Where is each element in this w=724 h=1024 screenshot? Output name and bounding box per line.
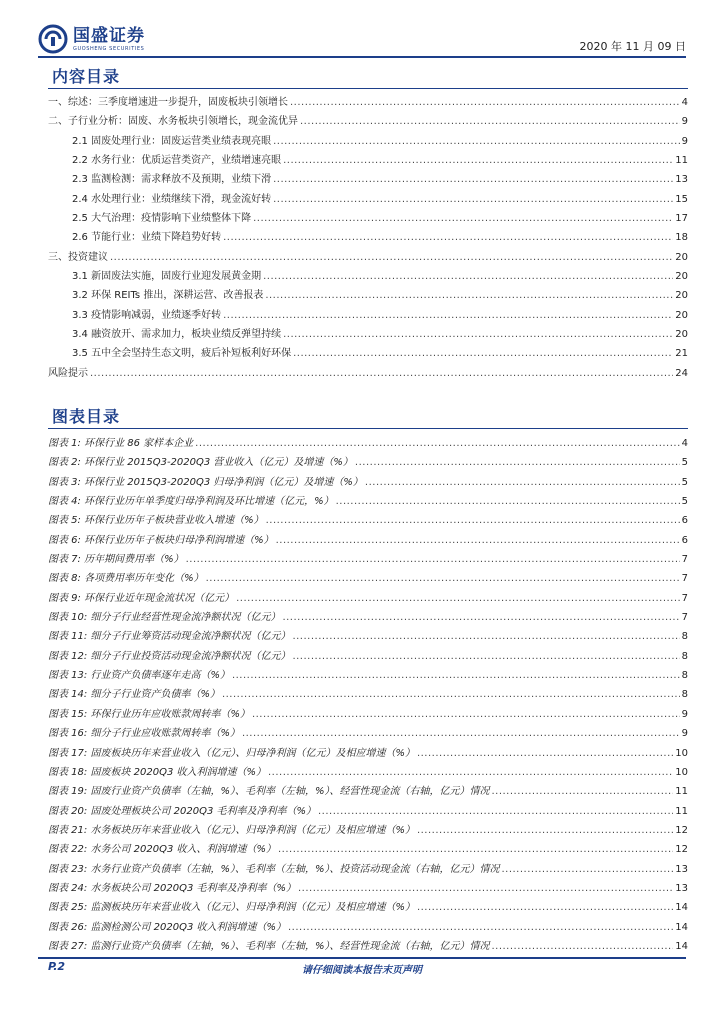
figure-entry[interactable] [48, 473, 688, 492]
contents-entry-page: 24 [675, 367, 688, 379]
leader-dots [266, 511, 680, 530]
figure-entry-page: 8 [681, 689, 688, 701]
contents-entry-page: 9 [681, 135, 688, 147]
page-number: P.2 [48, 960, 66, 973]
figure-entry[interactable] [48, 685, 688, 704]
contents-entry-page: 18 [675, 232, 688, 244]
figures-title-underline [48, 428, 688, 429]
figure-entry-page: 14 [675, 902, 688, 914]
leader-dots [195, 434, 679, 453]
leader-dots [110, 248, 673, 267]
contents-title: 内容目录 [52, 67, 121, 86]
company-logo [38, 22, 145, 56]
leader-dots [252, 705, 680, 724]
leader-dots [253, 209, 673, 228]
leader-dots [278, 840, 673, 859]
contents-entry[interactable] [48, 170, 688, 189]
figure-entry[interactable] [48, 879, 688, 898]
leader-dots [273, 132, 680, 151]
figure-entry[interactable] [48, 569, 688, 588]
contents-entry-title: 3.2 环保 REITs 推出，深耕运营、改善报表 [72, 290, 264, 302]
leader-dots [265, 286, 673, 305]
leader-dots [365, 473, 680, 492]
figure-entry-title: 图表 21: 水务板块历年来营业收入（亿元）、归母净利润（亿元）及相应增速（%） [48, 824, 415, 836]
contents-entry[interactable] [48, 209, 688, 228]
contents-entry-page: 4 [681, 97, 688, 108]
figure-entry-title: 图表 10: 细分子行业经营性现金流净额状况（亿元） [48, 612, 281, 624]
contents-entry-title: 2.6 节能行业：业绩下降趋势好转 [72, 232, 222, 244]
contents-entry-page: 20 [675, 290, 688, 302]
figure-entry-title: 图表 8: 各项费用率历年变化（%） [48, 573, 204, 585]
figure-entry[interactable] [48, 550, 688, 569]
figure-entry[interactable] [48, 918, 688, 937]
contents-entry-title: 三、投资建议 [48, 251, 108, 263]
figure-entry[interactable] [48, 434, 688, 453]
leader-dots [242, 724, 680, 743]
figure-entry-title: 图表 23: 水务行业资产负债率（左轴，%）、毛利率（左轴，%）、投资活动现金流（右轴，亿元）情况 [48, 863, 500, 875]
figure-entry-page: 8 [681, 670, 688, 682]
figure-entry-page: 5 [681, 496, 688, 508]
figure-entry-title: 图表 5: 环保行业历年子板块营业收入增速（%） [48, 515, 264, 527]
leader-dots [90, 364, 673, 383]
figure-entry-title: 图表 13: 行业资产负债率逐年走高（%） [48, 670, 230, 682]
contents-entry-title: 3.4 融资放开、需求加力，板块业绩反弹望持续 [72, 329, 282, 341]
figure-entry-title: 图表 27: 监测行业资产负债率（左轴，%）、毛利率（左轴，%）、经营性现金流（右轴，亿元）情况 [48, 940, 490, 952]
leader-dots [236, 589, 680, 608]
leader-dots [223, 228, 673, 247]
figure-entry-page: 7 [681, 573, 688, 585]
figure-entry[interactable] [48, 782, 688, 801]
contents-entry[interactable] [48, 151, 688, 170]
contents-entry-title: 3.3 疫情影响减弱，业绩逐季好转 [72, 309, 222, 321]
figure-entry-title: 图表 18: 固废板块 2020Q3 收入利润增速（%） [48, 766, 266, 778]
figure-entry[interactable] [48, 492, 688, 511]
figure-entry-title: 图表 20: 固废处理板块公司 2020Q3 毛利率及净利率（%） [48, 805, 316, 817]
leader-dots [290, 93, 680, 112]
contents-entry-title: 一、综述：三季度增速进一步提升，固废板块引领增长 [48, 97, 288, 108]
figure-entry-page: 14 [675, 940, 688, 952]
figure-entry-page: 5 [681, 457, 688, 469]
contents-entry-title: 风险提示 [48, 367, 88, 379]
header-divider [38, 56, 686, 58]
figure-entry[interactable] [48, 898, 688, 917]
figure-entry-page: 10 [675, 747, 688, 759]
figure-entry-page: 11 [675, 805, 688, 817]
contents-entry[interactable] [48, 325, 688, 344]
leader-dots [273, 170, 673, 189]
figure-entry-page: 13 [675, 863, 688, 875]
disclaimer-note: 请仔细阅读本报告末页声明 [302, 965, 422, 976]
figure-entry-page: 4 [681, 438, 688, 449]
figure-entry[interactable] [48, 589, 688, 608]
leader-dots [276, 531, 680, 550]
figure-entry-page: 5 [681, 476, 688, 488]
figure-entry-page: 9 [681, 708, 688, 720]
leader-dots [222, 685, 680, 704]
contents-entry-title: 3.5 五中全会坚持生态文明，疲后补短板利好环保 [72, 348, 292, 360]
leader-dots [263, 267, 673, 286]
figure-entry[interactable] [48, 821, 688, 840]
contents-entry-title: 二、子行业分析：固废、水务板块引领增长，现金流优异 [48, 116, 298, 128]
leader-dots [292, 647, 679, 666]
figure-entry-page: 6 [681, 534, 688, 546]
contents-entry-page: 20 [675, 309, 688, 321]
leader-dots [268, 763, 673, 782]
figure-entry-title: 图表 24: 水务板块公司 2020Q3 毛利率及净利率（%） [48, 882, 296, 894]
figure-entry-page: 9 [681, 728, 688, 740]
figure-entry-page: 7 [681, 592, 688, 604]
contents-entry[interactable] [48, 286, 688, 305]
leader-dots [300, 112, 680, 131]
figures-title: 图表目录 [52, 407, 121, 426]
leader-dots [417, 821, 673, 840]
leader-dots [336, 492, 680, 511]
contents-entry[interactable] [48, 248, 688, 267]
figure-entry[interactable] [48, 531, 688, 550]
contents-entry-page: 13 [675, 174, 688, 186]
leader-dots [282, 608, 679, 627]
figure-entry-title: 图表 25: 监测板块历年来营业收入（亿元）、归母净利润（亿元）及相应增速（%） [48, 902, 415, 914]
leader-dots [298, 879, 673, 898]
leader-dots [355, 453, 680, 472]
leader-dots [491, 937, 673, 956]
guosheng-logo-icon [38, 24, 68, 54]
figure-entry-title: 图表 4: 环保行业历年单季度归母净利润及环比增速（亿元，%） [48, 496, 334, 508]
contents-entry-title: 2.2 水务行业：优质运营类资产，业绩增速亮眼 [72, 155, 282, 167]
contents-title-underline [48, 88, 688, 89]
figure-entry-page: 8 [681, 631, 688, 643]
figure-entry[interactable] [48, 724, 688, 743]
leader-dots [283, 325, 673, 344]
figure-entry-page: 7 [681, 554, 688, 566]
leader-dots [501, 860, 673, 879]
leader-dots [318, 802, 673, 821]
leader-dots [186, 550, 680, 569]
figure-entry[interactable] [48, 608, 688, 627]
figure-entry[interactable] [48, 705, 688, 724]
figure-entry-title: 图表 2: 环保行业 2015Q3-2020Q3 营业收入（亿元）及增速（%） [48, 457, 353, 469]
figure-entry-title: 图表 19: 固废行业资产负债率（左轴，%）、毛利率（左轴，%）、经营性现金流（右轴，亿元）情况 [48, 786, 490, 798]
contents-entry-title: 2.3 监测检测：需求释放不及预期，业绩下滑 [72, 174, 272, 186]
contents-entry-page: 11 [675, 155, 688, 167]
figure-entry-title: 图表 26: 监测检测公司 2020Q3 收入利润增速（%） [48, 921, 286, 933]
figure-entry-page: 14 [675, 921, 688, 933]
figure-entry-title: 图表 17: 固废板块历年来营业收入（亿元）、归母净利润（亿元）及相应增速（%） [48, 747, 415, 759]
report-date: 2020 年 11 月 09 日 [579, 40, 686, 53]
contents-entry-title: 2.4 水处理行业：业绩继续下滑，现金流好转 [72, 193, 272, 205]
figure-entry-title: 图表 15: 环保行业历年应收账款周转率（%） [48, 708, 250, 720]
figure-entry[interactable] [48, 860, 688, 879]
figure-entry-page: 7 [681, 612, 688, 624]
figure-entry-page: 12 [675, 824, 688, 836]
contents-entry[interactable] [48, 132, 688, 151]
contents-entry-title: 2.5 大气治理：疫情影响下业绩整体下降 [72, 213, 252, 225]
contents-entry-page: 17 [675, 213, 688, 225]
figure-entry-title: 图表 7: 历年期间费用率（%） [48, 554, 184, 566]
logo-chinese-name: 国盛证券 [73, 25, 145, 46]
leader-dots [491, 782, 673, 801]
figure-entry-title: 图表 1: 环保行业 86 家样本企业 [48, 438, 194, 449]
leader-dots [417, 744, 673, 763]
figure-entry-title: 图表 3: 环保行业 2015Q3-2020Q3 归母净利润（亿元）及增速（%） [48, 476, 363, 488]
contents-entry[interactable] [48, 306, 688, 325]
figures-list [48, 434, 688, 956]
leader-dots [232, 666, 680, 685]
figure-entry[interactable] [48, 744, 688, 763]
logo-english-name: GUOSHENG SECURITIES [73, 45, 145, 52]
contents-entry[interactable] [48, 364, 688, 383]
contents-entry-page: 9 [681, 116, 688, 128]
contents-entry[interactable] [48, 93, 688, 112]
figure-entry[interactable] [48, 840, 688, 859]
figure-entry-title: 图表 16: 细分子行业应收账款周转率（%） [48, 728, 240, 740]
figure-entry-title: 图表 14: 细分子行业资产负债率（%） [48, 689, 220, 701]
figure-entry-title: 图表 22: 水务公司 2020Q3 收入、利润增速（%） [48, 844, 276, 856]
figure-entry[interactable] [48, 453, 688, 472]
figure-entry-page: 10 [675, 766, 688, 778]
contents-entry-title: 3.1 新固废法实施，固废行业迎发展黄金期 [72, 271, 262, 283]
contents-entry[interactable] [48, 228, 688, 247]
figure-entry[interactable] [48, 647, 688, 666]
footer-divider [38, 957, 686, 959]
figure-entry-page: 8 [681, 650, 688, 662]
contents-entry[interactable] [48, 344, 688, 363]
figure-entry[interactable] [48, 666, 688, 685]
leader-dots [206, 569, 680, 588]
figure-entry-page: 11 [675, 786, 688, 798]
contents-entry[interactable] [48, 190, 688, 209]
figure-entry[interactable] [48, 937, 688, 956]
figure-entry-title: 图表 11: 细分子行业筹资活动现金流净额状况（亿元） [48, 631, 291, 643]
figure-entry-page: 6 [681, 515, 688, 527]
contents-list [48, 93, 688, 383]
leader-dots [223, 306, 673, 325]
leader-dots [293, 344, 673, 363]
figure-entry-title: 图表 12: 细分子行业投资活动现金流净额状况（亿元） [48, 650, 291, 662]
contents-entry-page: 20 [675, 329, 688, 341]
leader-dots [292, 627, 679, 646]
leader-dots [417, 898, 673, 917]
leader-dots [273, 190, 673, 209]
figure-entry[interactable] [48, 802, 688, 821]
contents-entry-page: 20 [675, 271, 688, 283]
figure-entry-page: 12 [675, 844, 688, 856]
contents-entry-page: 21 [675, 348, 688, 360]
figure-entry[interactable] [48, 511, 688, 530]
figure-entry[interactable] [48, 627, 688, 646]
figure-entry-title: 图表 9: 环保行业近年现金流状况（亿元） [48, 592, 235, 604]
contents-entry-page: 20 [675, 251, 688, 263]
contents-entry[interactable] [48, 267, 688, 286]
figure-entry-page: 13 [675, 882, 688, 894]
contents-entry-page: 15 [675, 193, 688, 205]
leader-dots [288, 918, 673, 937]
figure-entry[interactable] [48, 763, 688, 782]
leader-dots [283, 151, 673, 170]
page-header [38, 16, 686, 56]
contents-entry[interactable] [48, 112, 688, 131]
figure-entry-title: 图表 6: 环保行业历年子板块归母净利润增速（%） [48, 534, 274, 546]
contents-entry-title: 2.1 固废处理行业：固废运营类业绩表现亮眼 [72, 135, 272, 147]
